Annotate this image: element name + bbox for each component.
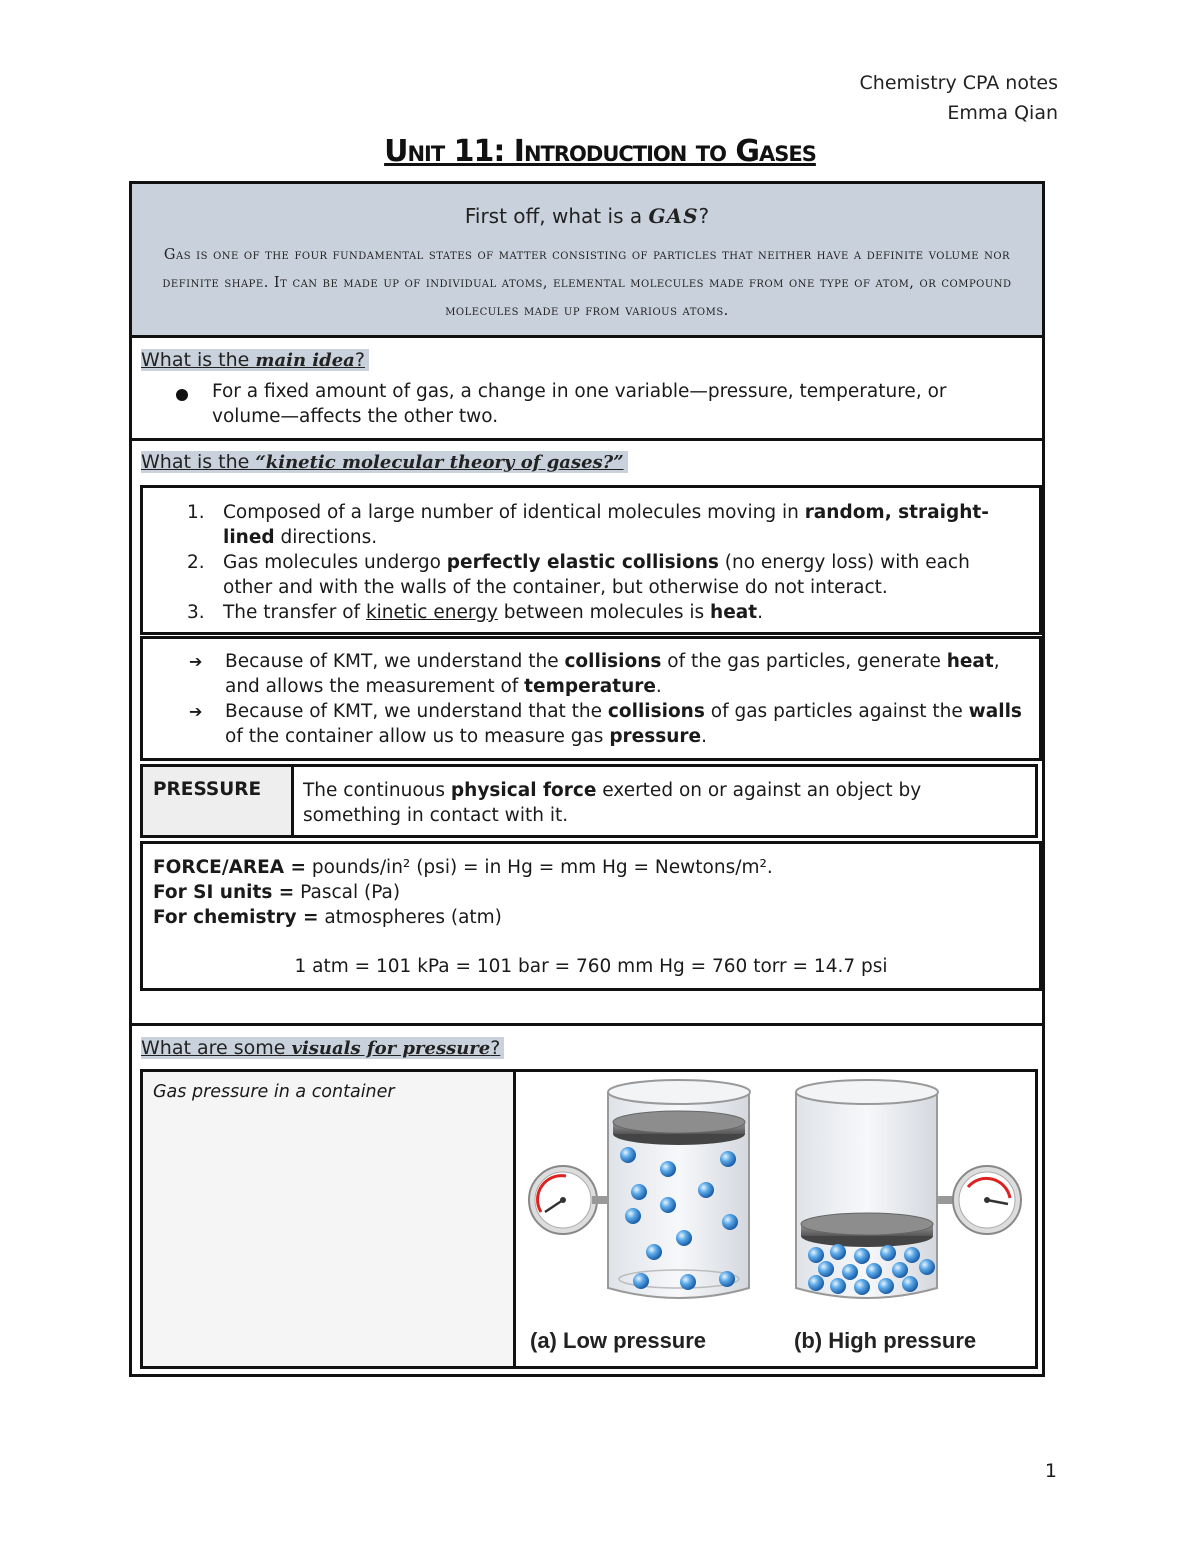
item-text: . (757, 602, 763, 623)
notes-table (129, 181, 1045, 1377)
bullet-icon (176, 389, 188, 401)
item-text: Gas molecules undergo (223, 552, 447, 573)
visuals-q-pre: What are some (141, 1037, 292, 1059)
gas-question-pre: First off, what is a (464, 204, 649, 228)
item-text: , and allows the measurement of (225, 651, 1000, 697)
units-bold: For chemistry = (153, 907, 319, 928)
units-line-chemistry (153, 905, 1039, 930)
main-idea-section (132, 335, 1042, 441)
pressure-visual-row (140, 1069, 1038, 1369)
visuals-q-post: ? (490, 1037, 501, 1059)
units-text: pounds/in² (psi) = in Hg = mm Hg = Newtons/m². (306, 857, 773, 878)
unit-equivalence: 1 atm = 101 kPa = 101 bar = 760 mm Hg = 760 torr = 14.7 psi (294, 956, 888, 977)
item-bold: heat (710, 602, 758, 623)
pressure-def-post: exerted on or against an object by something in contact with it. (303, 780, 922, 826)
list-item (143, 649, 1023, 699)
item-text: (no energy loss) with each other and with the walls of the container, but otherwise do not interact. (223, 552, 970, 598)
main-idea-text: For a fixed amount of gas, a change in one variable—pressure, temperature, or volume—affects the other two. (212, 381, 947, 427)
item-bold: collisions (607, 701, 705, 722)
item-text: . (655, 676, 662, 697)
item-text: The transfer of (223, 602, 366, 623)
list-item (143, 600, 1023, 625)
arrow-icon: ➔ (189, 702, 203, 721)
units-text: atmospheres (atm) (318, 907, 502, 928)
item-text: . (701, 726, 707, 747)
high-pressure-label: (b) High pressure (794, 1328, 977, 1353)
page-number: 1 (1044, 1460, 1057, 1482)
gas-question-post: ? (698, 204, 710, 228)
item-number: 1. (187, 502, 205, 523)
low-pressure-container (529, 1080, 750, 1298)
main-idea-q-post: ? (354, 349, 365, 371)
item-text: Composed of a large number of identical molecules moving in (223, 502, 805, 523)
item-text: of the gas particles, generate (661, 651, 947, 672)
kmt-q-pre: What is the (141, 451, 256, 473)
item-bold: random, straight-lined (223, 502, 989, 548)
item-text: Because of KMT, we understand that the (225, 701, 608, 722)
gas-pressure-illustration (516, 1072, 1035, 1366)
units-line-si (153, 880, 1039, 905)
pressure-units-box (140, 841, 1042, 991)
gas-question (132, 204, 1042, 228)
course-name: Chemistry CPA notes (859, 72, 1058, 94)
item-text: Because of KMT, we understand the (225, 651, 565, 672)
visuals-section (132, 1023, 1042, 1374)
item-bold: perfectly elastic collisions (446, 552, 719, 573)
gas-definition: Gas is one of the four fundamental states of matter consisting of particles that neither have a definite volume nor definite shape. It can be made up of individual atoms, elemental molecules made from one type of atom, or compound molecules made up from various atoms. (162, 247, 1012, 319)
units-text: Pascal (Pa) (294, 882, 401, 903)
list-item (143, 699, 1023, 749)
pressure-gauge-icon (937, 1166, 1021, 1234)
visuals-heading (141, 1037, 504, 1059)
item-text: of the container allow us to measure gas (225, 726, 610, 747)
main-idea-q-term: main idea (255, 350, 355, 371)
kmt-heading (141, 451, 628, 473)
item-bold: heat (946, 651, 994, 672)
units-bold: For SI units = (153, 882, 295, 903)
author-name: Emma Qian (947, 102, 1058, 124)
low-pressure-label: (a) Low pressure (530, 1328, 707, 1353)
kmt-q-term: “kinetic molecular theory of gases?” (255, 452, 624, 473)
high-pressure-container (796, 1080, 1021, 1298)
pressure-label: PRESSURE (143, 767, 294, 835)
item-underlined: kinetic energy (365, 602, 498, 623)
pressure-definition (294, 767, 1035, 835)
arrow-icon: ➔ (189, 652, 203, 671)
kmt-implications-box (140, 636, 1042, 761)
pressure-def-bold: physical force (450, 780, 597, 801)
pressure-def-pre: The continuous (303, 780, 451, 801)
units-line-force-area (153, 855, 1039, 880)
pressure-gauge-icon (529, 1166, 608, 1234)
pressure-definition-row (140, 764, 1038, 838)
item-bold: walls (968, 701, 1022, 722)
visuals-q-term: visuals for pressure (291, 1038, 491, 1059)
gas-definition-section (132, 184, 1042, 338)
units-bold: FORCE/AREA = (153, 857, 307, 878)
item-number: 2. (187, 552, 205, 573)
item-text: directions. (274, 527, 378, 548)
gas-question-term: GAS (648, 204, 699, 228)
kmt-section (132, 438, 1042, 1026)
item-bold: temperature (524, 676, 656, 697)
item-bold: collisions (564, 651, 662, 672)
item-bold: pressure (609, 726, 702, 747)
item-text: of gas particles against the (704, 701, 969, 722)
main-idea-heading (141, 349, 369, 371)
kmt-postulates-box (140, 485, 1042, 635)
list-item (143, 500, 1023, 550)
item-number: 3. (187, 602, 205, 623)
item-text: between molecules is (497, 602, 711, 623)
page-title: Unit 11: Introduction to Gases (384, 134, 816, 169)
visual-caption: Gas pressure in a container (143, 1072, 516, 1366)
gas-pressure-figure (516, 1072, 1035, 1366)
list-item (143, 550, 1023, 600)
main-idea-q-pre: What is the (141, 349, 256, 371)
